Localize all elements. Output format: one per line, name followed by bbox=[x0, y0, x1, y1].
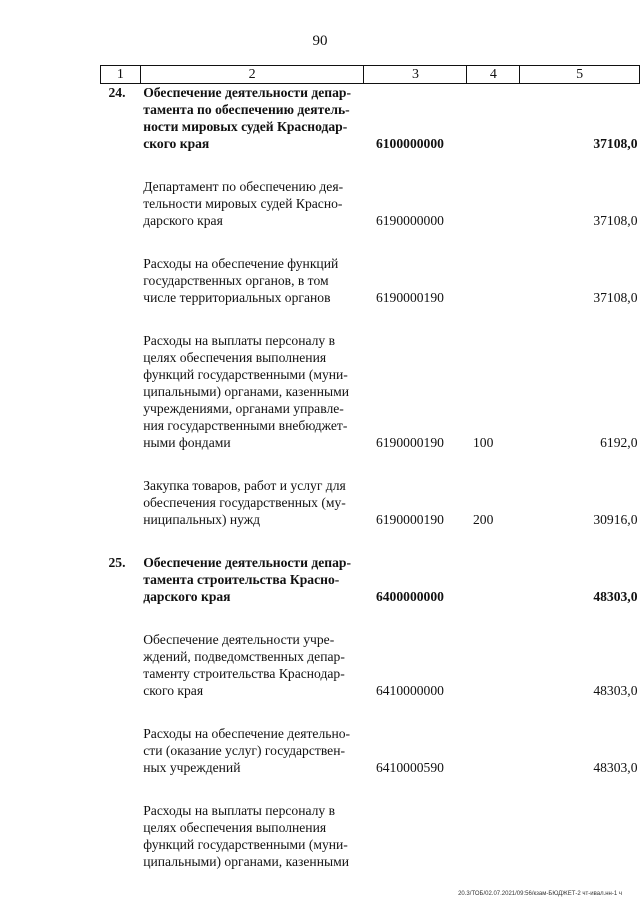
table-row bbox=[101, 554, 640, 605]
amount: 37108,0 bbox=[593, 136, 638, 151]
table-row bbox=[101, 802, 640, 870]
expense-type bbox=[467, 178, 520, 229]
table-row bbox=[101, 332, 640, 451]
row-number bbox=[101, 255, 141, 306]
amount: 30916,0 bbox=[593, 512, 638, 527]
row-name: Обеспечение деятельности депар- тамента по обеспечению деятель- ности мировых судей Краснодар- ского края bbox=[143, 85, 351, 151]
column-header: 4 bbox=[467, 66, 520, 84]
amount: 48303,0 bbox=[593, 760, 638, 775]
target-code: 6190000190 bbox=[375, 435, 444, 450]
amount: 37108,0 bbox=[593, 213, 638, 228]
amount: 48303,0 bbox=[593, 683, 638, 698]
target-code bbox=[364, 802, 467, 870]
row-number: 24. bbox=[108, 85, 126, 100]
table-row bbox=[101, 725, 640, 776]
target-code: 6100000000 bbox=[375, 136, 444, 151]
row-name: Расходы на выплаты персоналу в целях обеспечения выполнения функций государственными (муни- ципальными) органами, казенными учреждениями, органами управле- ния государственными внебюджет- ными фондами bbox=[143, 333, 349, 450]
table-header-row bbox=[101, 66, 640, 84]
table-row bbox=[101, 631, 640, 699]
column-header: 1 bbox=[101, 66, 141, 84]
row-number: 25. bbox=[108, 555, 126, 570]
row-name: Департамент по обеспечению дея- тельности мировых судей Красно- дарского края bbox=[143, 179, 344, 228]
table-row bbox=[101, 84, 640, 153]
target-code: 6190000190 bbox=[375, 512, 444, 527]
row-name: Расходы на обеспечение деятельно- сти (оказание услуг) государствен- ных учреждений bbox=[143, 726, 351, 775]
document-footer: 20.3/ТОБ/02.07.2021/09:56/кзам-БЮДЖЕТ-2 чт-ивал.нн-1 ч bbox=[458, 891, 622, 897]
column-header: 2 bbox=[140, 66, 364, 84]
amount bbox=[520, 802, 640, 870]
expense-type: 100 bbox=[472, 435, 494, 450]
row-name: Расходы на выплаты персоналу в целях обеспечения выполнения функций государственными (муни- ципальными) органами, казенными bbox=[143, 803, 349, 869]
row-name: Обеспечение деятельности учре- ждений, подведомственных депар- таменту строительства Краснодар- ского края bbox=[143, 632, 345, 698]
row-name: Закупка товаров, работ и услуг для обеспечения государственных (му- ниципальных) нужд bbox=[143, 478, 346, 527]
target-code: 6410000590 bbox=[375, 760, 444, 775]
target-code: 6400000000 bbox=[375, 589, 444, 604]
budget-table bbox=[100, 65, 640, 870]
amount: 48303,0 bbox=[593, 589, 638, 604]
table-row bbox=[101, 255, 640, 306]
expense-type bbox=[467, 255, 520, 306]
row-name: Обеспечение деятельности депар- тамента строительства Красно- дарского края bbox=[143, 555, 351, 604]
target-code: 6410000000 bbox=[375, 683, 444, 698]
target-code: 6190000000 bbox=[375, 213, 444, 228]
expense-type: 200 bbox=[472, 512, 494, 527]
row-number bbox=[101, 477, 141, 528]
amount: 37108,0 bbox=[593, 290, 638, 305]
expense-type bbox=[467, 631, 520, 699]
amount: 6192,0 bbox=[600, 435, 638, 450]
expense-type bbox=[467, 802, 520, 870]
row-number bbox=[101, 631, 141, 699]
row-name: Расходы на обеспечение функций государственных органов, в том числе территориальных органов bbox=[143, 256, 339, 305]
page-number: 90 bbox=[312, 33, 328, 49]
table-row bbox=[101, 178, 640, 229]
column-header: 5 bbox=[520, 66, 640, 84]
target-code: 6190000190 bbox=[375, 290, 444, 305]
expense-type bbox=[467, 725, 520, 776]
row-number bbox=[101, 332, 141, 451]
column-header: 3 bbox=[364, 66, 467, 84]
row-number bbox=[101, 802, 141, 870]
table-row bbox=[101, 477, 640, 528]
expense-type bbox=[467, 554, 520, 605]
row-number bbox=[101, 725, 141, 776]
expense-type bbox=[467, 84, 520, 153]
row-number bbox=[101, 178, 141, 229]
